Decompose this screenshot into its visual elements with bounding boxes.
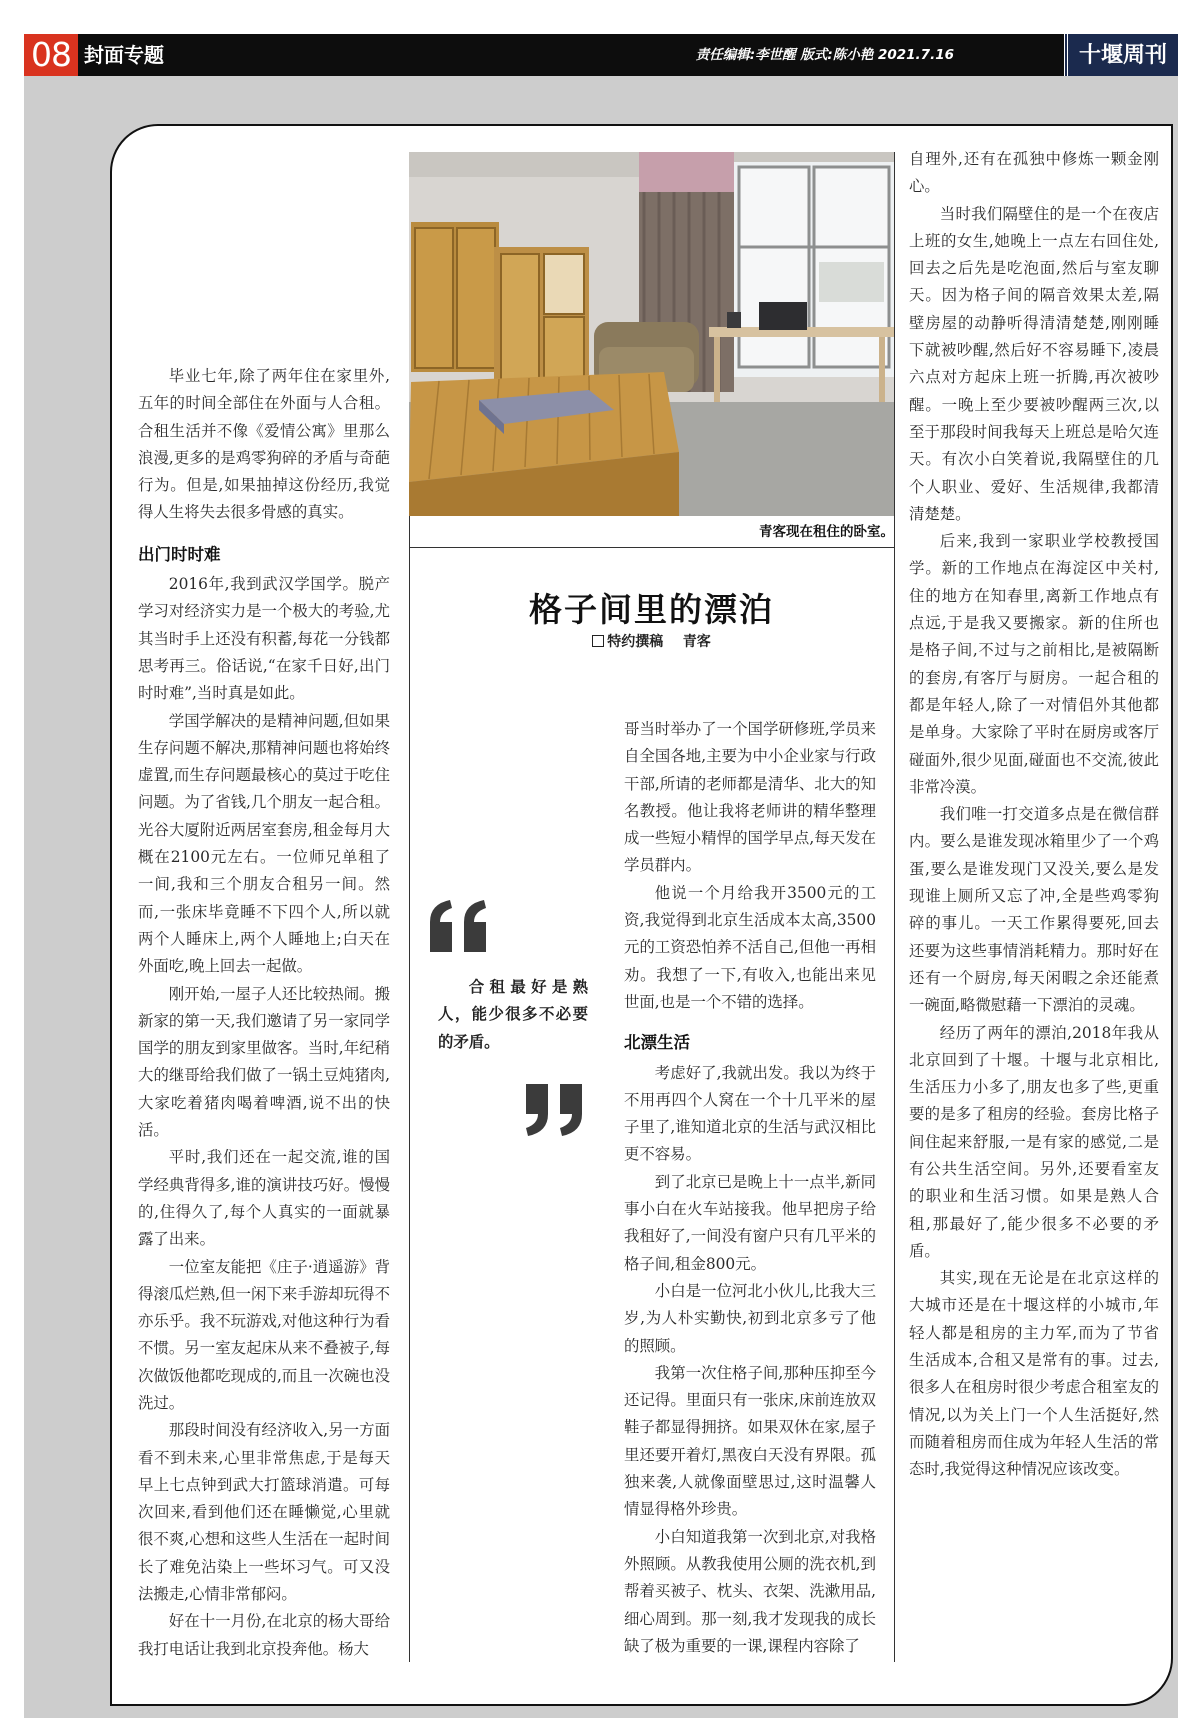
page-header bbox=[24, 34, 1178, 76]
author-name: 青客 bbox=[682, 634, 711, 650]
subheading: 出门时时难 bbox=[138, 544, 221, 564]
close-quote-icon bbox=[522, 1084, 584, 1136]
paragraph: 平时,我们还在一起交流,谁的国学经典背得多,谁的演讲技巧好。慢慢的,住得久了,每个人真实的一面就暴露了出来。 bbox=[138, 1148, 390, 1249]
article-column-3 bbox=[909, 146, 1159, 1484]
article-column-2 bbox=[624, 716, 876, 1660]
paragraph: 当时我们隔壁住的是一个在夜店上班的女生,她晚上一点左右回住处,回去之后先是吃泡面,然后与室友聊天。因为格子间的隔音效果太差,隔壁房屋的动静听得清清楚楚,刚刚睡下就被吵醒,然后好不容易睡下,凌晨六点对方起床上班一折腾,再次被吵醒。一晚上至少要被吵醒两三次,以至于那段时间我每天上班总是哈欠连天。有次小白笑着说,我隔壁住的几个人职业、爱好、生活规律,我都清清楚楚。 bbox=[909, 204, 1159, 523]
section-title: 封面专题 bbox=[84, 43, 164, 67]
paragraph: 自理外,还有在孤独中修炼一颗金刚心。 bbox=[909, 150, 1159, 196]
pull-quote bbox=[438, 974, 588, 1056]
paragraph: 一位室友能把《庄子·逍遥游》背得滚瓜烂熟,但一闲下来手游却玩得不亦乐乎。我不玩游戏,对他这种行为看不惯。另一室友起床从来不叠被子,每次做饭他都吃现成的,而且一次碗也没洗过。 bbox=[138, 1257, 390, 1412]
paragraph: 到了北京已是晚上十一点半,新同事小白在火车站接我。他早把房子给我租好了,一间没有窗户只有几平米的格子间,租金800元。 bbox=[624, 1172, 876, 1273]
bedroom-photo-image bbox=[409, 152, 894, 516]
paragraph: 考虑好了,我就出发。我以为终于不用再四个人窝在一个十几平米的屋子里了,谁知道北京的生活与武汉相比更不容易。 bbox=[624, 1063, 876, 1164]
paragraph: 他说一个月给我开3500元的工资,我觉得到北京生活成本太高,3500元的工资恐怕养不活自己,但他一再相劝。我想了一下,有收入,也能出来见世面,也是一个不错的选择。 bbox=[624, 883, 876, 1011]
column-divider bbox=[894, 152, 895, 1662]
paragraph: 好在十一月份,在北京的杨大哥给我打电话让我到北京投奔他。杨大 bbox=[138, 1612, 390, 1658]
paragraph: 2016年,我到武汉学国学。脱产学习对经济实力是一个极大的考验,尤其当时手上还没有积蓄,每花一分钱都思考再三。俗话说,“在家千日好,出门时时难”,当时真是如此。 bbox=[138, 575, 390, 703]
open-quote-icon bbox=[428, 900, 490, 952]
photo-caption: 青客现在租住的卧室。 bbox=[759, 524, 894, 540]
bedroom-photo bbox=[409, 152, 894, 516]
article-column-1 bbox=[138, 363, 390, 1663]
paragraph: 那段时间没有经济收入,另一方面看不到未来,心里非常焦虑,于是每天早上七点钟到武大打篮球消遣。可每次回来,看到他们还在睡懒觉,心里就很不爽,心想和这些人生活在一起时间长了难免沾染上一些坏习气。可又没法搬走,心情非常郁闷。 bbox=[138, 1421, 390, 1604]
article-title: 格子间里的漂泊 bbox=[529, 590, 774, 629]
byline bbox=[409, 631, 894, 651]
paragraph: 我第一次住格子间,那种压抑至今还记得。里面只有一张床,床前连放双鞋子都显得拥挤。如果双休在家,屋子里还要开着灯,黑夜白天没有界限。孤独来袭,人就像面壁思过,这时温馨人情显得格外珍贵。 bbox=[624, 1363, 876, 1519]
masthead-text: 十堰周刊 bbox=[1078, 42, 1167, 68]
byline-label: 特约撰稿 bbox=[607, 634, 664, 650]
paragraph: 经历了两年的漂泊,2018年我从北京回到了十堰。十堰与北京相比,生活压力小多了,朋友也多了些,更重要的是多了租房的经验。套房比格子间住起来舒服,一是有家的感觉,二是有公共生活空间。另外,还要看室友的职业和生活习惯。如果是熟人合租,那最好了,能少很多不必要的矛盾。 bbox=[909, 1023, 1159, 1260]
paragraph: 小白是一位河北小伙儿,比我大三岁,为人朴实勤快,初到北京多亏了他的照顾。 bbox=[624, 1281, 876, 1355]
paragraph: 毕业七年,除了两年住在家里外,五年的时间全部住在外面与人合租。合租生活并不像《爱情公寓》里那么浪漫,更多的是鸡零狗碎的矛盾与奇葩行为。但是,如果抽掉这份经历,我觉得人生将失去很多骨感的真实。 bbox=[138, 367, 390, 522]
masthead-logo bbox=[1064, 34, 1178, 76]
editor-credits: 责任编辑:李世醒 版式:陈小艳 2021.7.16 bbox=[695, 47, 954, 63]
byline-box-icon bbox=[592, 635, 604, 647]
paragraph: 哥当时举办了一个国学研修班,学员来自全国各地,主要为中小企业家与行政干部,所请的老师都是清华、北大的知名教授。他让我将老师讲的精华整理成一些短小精悍的国学早点,每天发在学员群内。 bbox=[624, 720, 876, 875]
paragraph: 小白知道我第一次到北京,对我格外照顾。从教我使用公厕的洗衣机,到帮着买被子、枕头、衣架、洗漱用品,细心周到。那一刻,我才发现我的成长缺了极为重要的一课,课程内容除了 bbox=[624, 1527, 876, 1655]
paragraph: 刚开始,一屋子人还比较热闹。搬新家的第一天,我们邀请了另一家同学国学的朋友到家里做客。当时,年纪稍大的继哥给我们做了一锅土豆炖猪肉,大家吃着猪肉喝着啤酒,说不出的快活。 bbox=[138, 984, 390, 1140]
paragraph: 其实,现在无论是在北京这样的大城市还是在十堰这样的小城市,年轻人都是租房的主力军,而为了节省生活成本,合租又是常有的事。过去,很多人在租房时很少考虑合租室友的情况,以为关上门一个人生活挺好,然而随着租房而住成为年轻人生活的常态时,我觉得这种情况应该改变。 bbox=[909, 1269, 1159, 1479]
pull-quote-text: 合租最好是熟人，能少很多不必要的矛盾。 bbox=[438, 978, 588, 1051]
paragraph: 我们唯一打交道多点是在微信群内。要么是谁发现冰箱里少了一个鸡蛋,要么是谁发现门又没关,要么是发现谁上厕所又忘了冲,全是些鸡零狗碎的事儿。一天工作累得要死,回去还要为这些事情消耗精力。那时好在还有一个厨房,每天闲暇之余还能煮一碗面,略微慰藉一下漂泊的灵魂。 bbox=[909, 805, 1159, 1015]
paragraph: 学国学解决的是精神问题,但如果生存问题不解决,那精神问题也将始终虚置,而生存问题最核心的莫过于吃住问题。为了省钱,几个朋友一起合租。光谷大厦附近两居室套房,租金每月大概在2100元左右。一位师兄单租了一间,我和三个朋友合租另一间。然而,一张床毕竟睡不下四个人,所以就两个人睡床上,两个人睡地上;白天在外面吃,晚上回去一起做。 bbox=[138, 711, 390, 976]
page-number: 08 bbox=[24, 34, 78, 76]
paragraph: 后来,我到一家职业学校教授国学。新的工作地点在海淀区中关村,住的地方在知春里,离新工作地点有点远,于是我又要搬家。新的住所也是格子间,不过与之前相比,是被隔断的套房,有客厅与厨房。一起合租的都是年轻人,除了一对情侣外其他都是单身。大家除了平时在厨房或客厅碰面外,很少见面,碰面也不交流,彼此非常冷漠。 bbox=[909, 532, 1159, 796]
caption-divider bbox=[409, 547, 894, 548]
subheading: 北漂生活 bbox=[624, 1033, 690, 1053]
